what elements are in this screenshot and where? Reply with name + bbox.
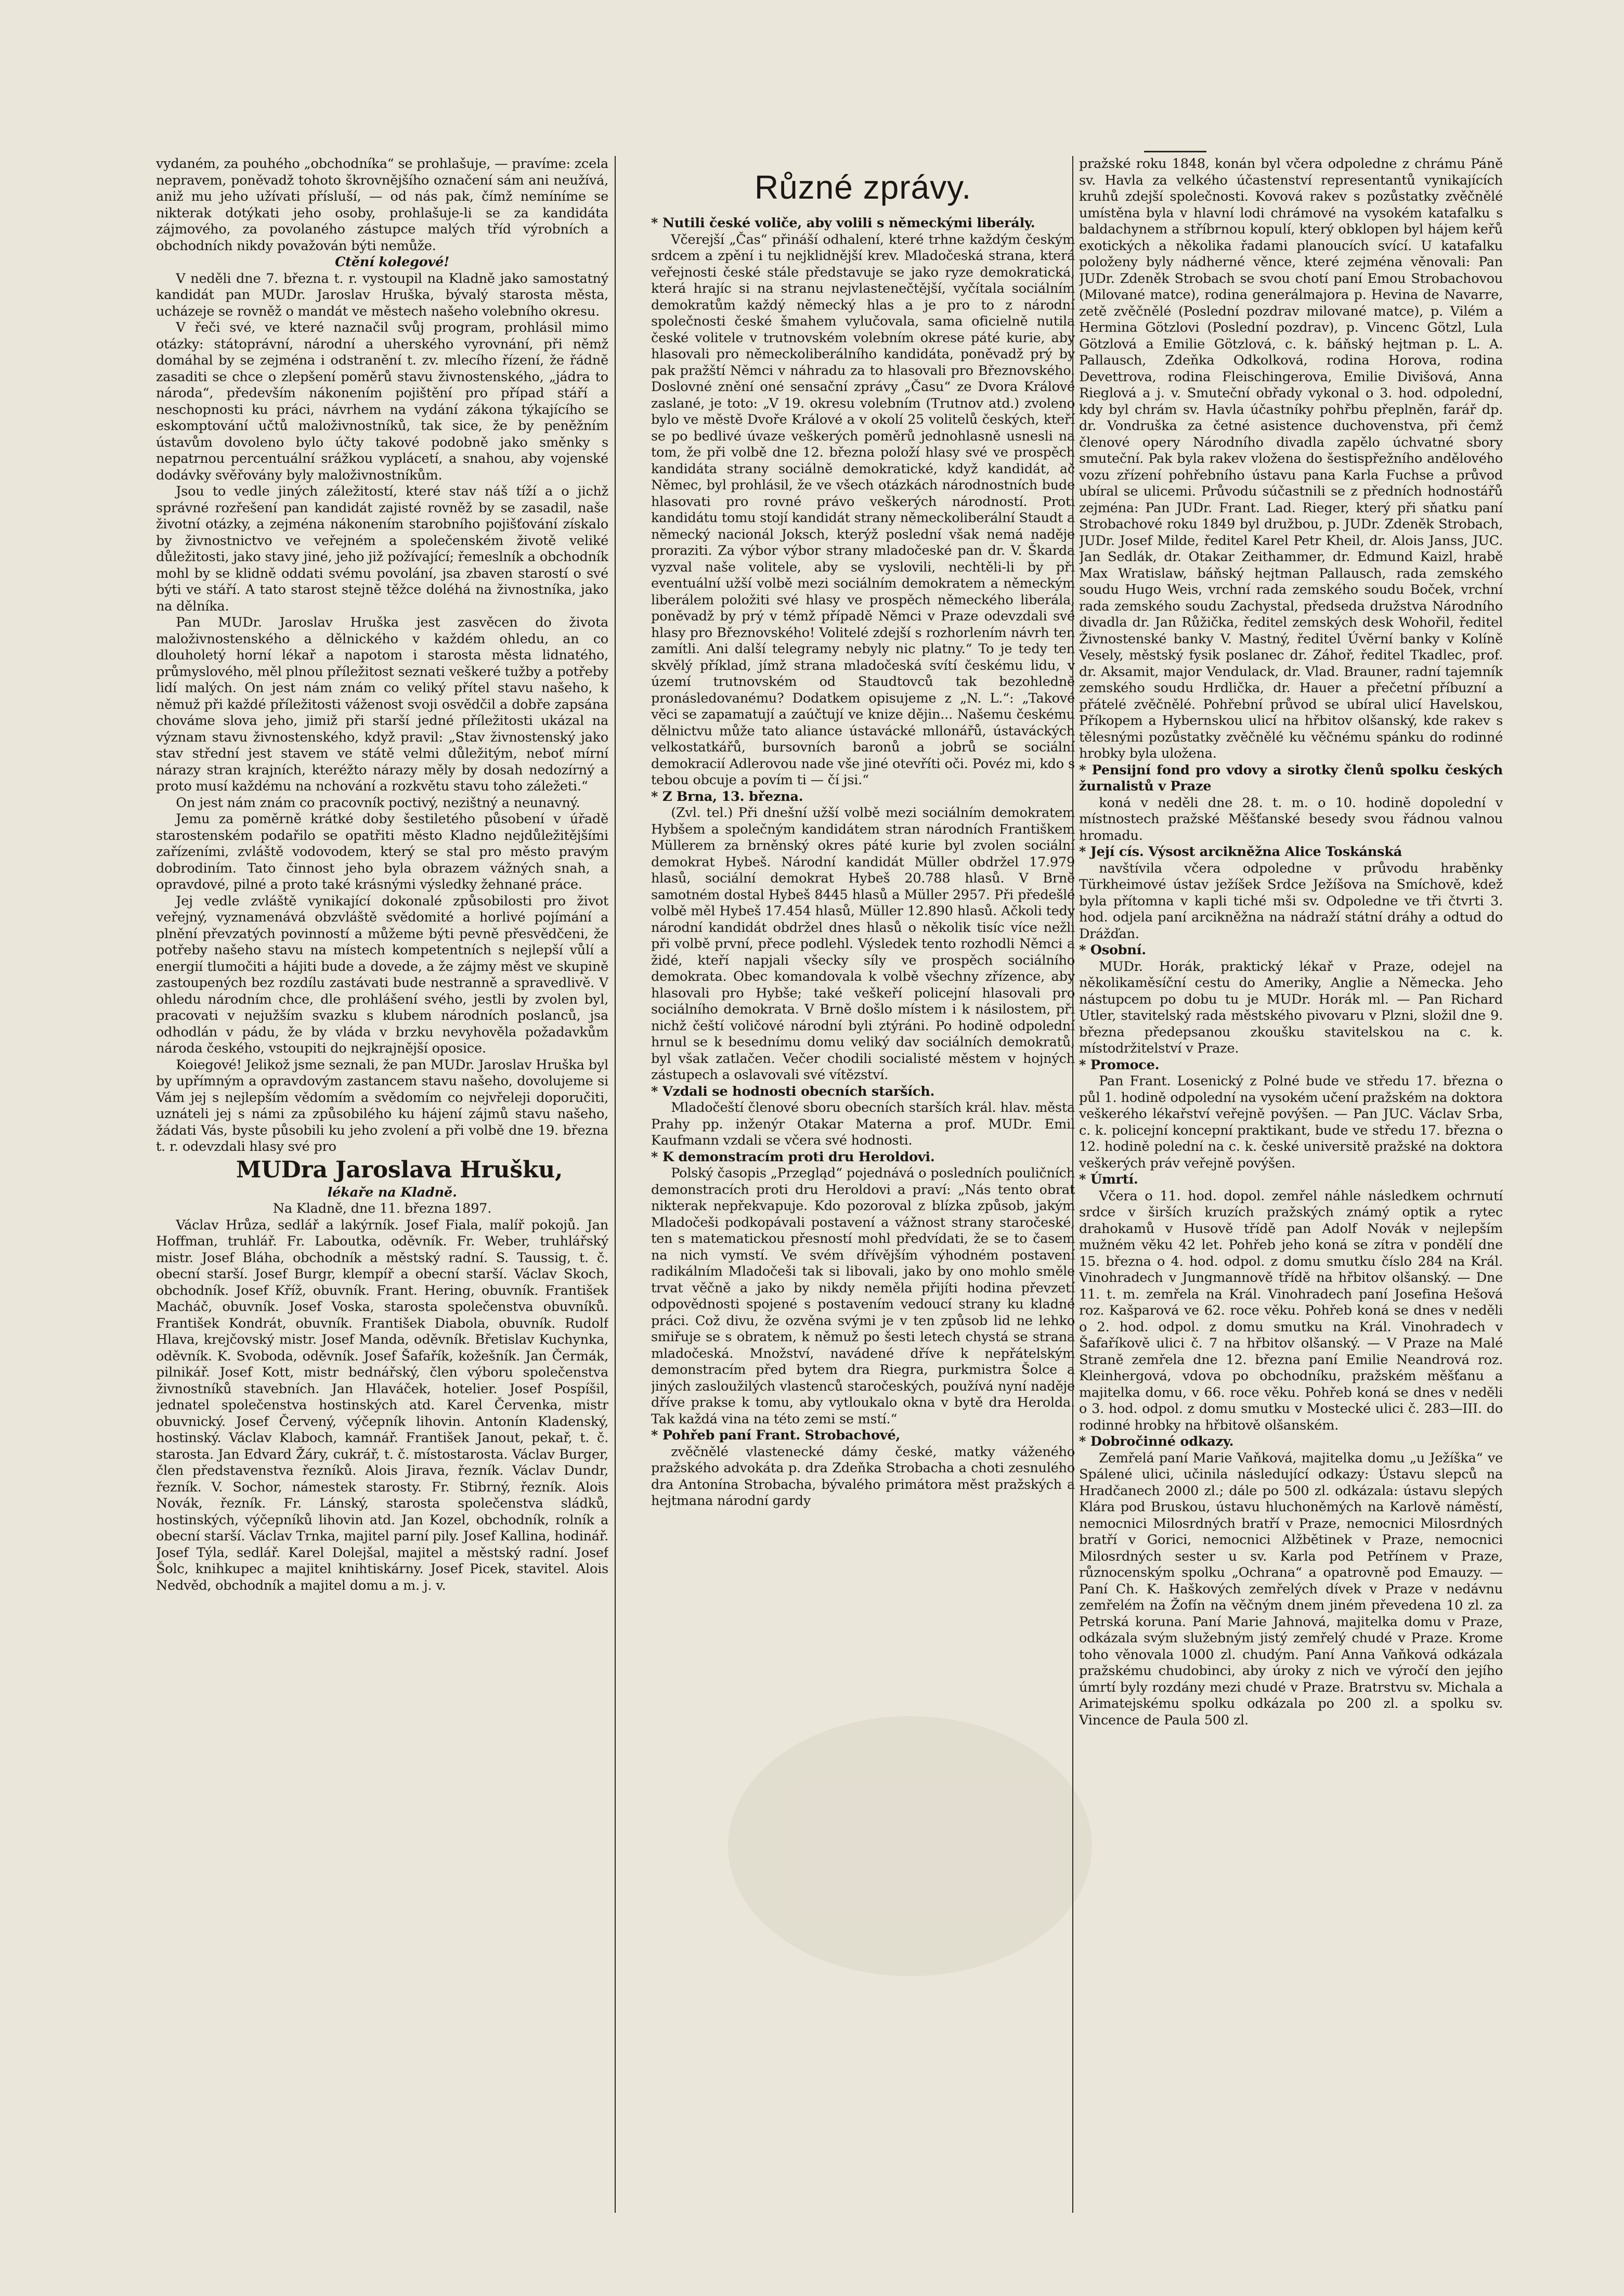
news-heading-4: * K demonstracím proti dru Heroldovi. [651,1149,935,1165]
election-paragraph-8: Koiegové! Jelikož jsme seznali, že pan MUDr. Jaroslav Hruška byl by upřímným a opravdovým zastancem stavu našeho, dovolujeme si Vám jej s nejlepším vědomím a svědomím co nejvřeleji doporučiti, uznáteli jej s námi za způsobilého ku hájení zájmů stavu našeho, žádati Vás, byste působili ku jeho zvolení a při volbě dne 19. března t. r. odevzdali hlasy své pro [156,1057,608,1155]
news-body-8: MUDr. Horák, praktický lékař v Praze, odejel na několikaměsíční cestu do Ameriky, Anglie a Německa. Jeho nástupcem po dobu tu je MUDr. Horák ml. — Pan Richard Utler, stavitelský rada městského pivovaru v Plzni, složil dne 9. března předepsanou zkoušku stavitelskou na c. k. místodržitelství v Praze. [1079,958,1503,1056]
news-heading-8: * Osobní. [1079,942,1146,958]
dateline: Na Kladně, dne 11. března 1897. [272,1201,492,1216]
section-title: Různé zprávy. [754,168,972,206]
news-body-6: koná v neděli dne 28. t. m. o 10. hodině dopolední v místnostech pražské Měšťanské besedy svou řádnou valnou hromadu. [1079,795,1503,844]
news-heading-10: * Úmrtí. [1079,1172,1138,1187]
news-body-3: Mladočeští členové sboru obecních starších král. hlav. města Prahy pp. inženýr Otakar Materna a prof. MUDr. Emil Kaufmann vzdali se včera své hodnosti. [651,1100,1075,1148]
funeral-continued: pražské roku 1848, konán byl včera odpoledne z chrámu Páně sv. Havla za velkého účastenství representantů vynikajících kruhů zdejší společnosti. Kovová rakev s pozůstatky zvěčnělé umístěna byla v hlavní lodi chrámové na vysokém katafalku s baldachynem a stříbrnou kopulí, který obklopen byl hájem keřů exotických a několika řadami planoucích svící. U katafalku položeny byly nádherné věnce, které zejména věnovali: Pan JUDr. Zdeněk Strobach se svou chotí paní Emou Strobachovou (Milované matce), rodina generálmajora p. Hevina de Navarre, zetě zvěčnělé (Poslední pozdrav milované matce), p. Vilém a Hermina Götzlovi (Poslední pozdrav), p. Vincenc Götzl, Lula Götzlová a Emilie Götzlová, c. k. báňský hejtman p. L. A. Pallausch, Zdeňka Odkolková, rodina Horova, rodina Devettrova, rodina Fleischingerova, Emilie Divišová, Anna Rieglová a j. v. Smuteční obřady vykonal o 3. hod. odpolední, kdy byl chrám sv. Havla účastníky pohřbu přeplněn, farář dp. dr. Vondruška za četné asistence duchovenstva, při čemž členové opery Národního divadla zapělo úchvatné sbory smuteční. Pak byla rakev vložena do šestispřežního andělového vozu zřízení pohřebního ústavu pana Karla Fuchse a průvod ubíral se ulicemi. Průvodu súčastnili se z předních hodnostářů zejména: Pan JUDr. Frant. Lad. Rieger, který při sňatku paní Strobachové roku 1849 byl družbou, p. JUDr. Zdeněk Strobach, JUDr. Josef Milde, ředitel Karel Petr Kheil, dr. Alois Janss, JUC. Jan Sedlák, dr. Otakar Zeithammer, dr. Edmund Kaizl, hrabě Max Wratislaw, báňský hejtman Pallausch, rada zemského soudu Hugo Weis, vrchní rada zemského soudu Boček, vrchní rada zemského soudu Zachystal, předseda družstva Národního divadla dr. Jan Růžička, ředitel zemských desk Wohořil, ředitel Živnostenské banky V. Mastný, ředitel Úvěrní banky v Kolíně Vesely, městský fysik poslanec dr. Záhoř, ředitel Tkadlec, prof. dr. Aksamit, major Vendulack, dr. Vlad. Brauner, radní tajemník zemského soudu Hrdlička, dr. Hauer a přečetní příbuzní a přátelé zvěčnělé. Pohřební průvod se ubíral ulicí Havelskou, Příkopem a Hybernskou ulicí na hřbitov olšanský, kde rakev s tělesnými pozůstatky zvěčnělé ku věčnému spánku do rodinné hrobky byla uložena. [1079,156,1503,761]
news-body-10: Včera o 11. hod. dopol. zemřel náhle následkem ochrnutí srdce v širších kruzích pražských známý optik a rytec drahokamů v Husově třídě pan Adolf Novák v nejlepším mužném věku 42 let. Pohřeb jeho koná se zítra v pondělí dne 15. března o 4. hod. odpol. z domu smutku číslo 284 na Král. Vinohradech v Jungmannově třídě na hřbitov olšanský. — Dne 11. t. m. zemřela na Král. Vinohradech paní Josefina Hešová roz. Kašparová ve 62. roce věku. Pohřeb koná se dnes v neděli o 2. hod. odpol. z domu smutku na Král. Vinohradech v Šafaříkově ulici č. 7 na hřbitov olšanský. — V Praze na Malé Straně zemřela dne 12. března paní Emilie Neandrová roz. Kleinhergová, vdova po obchodníku, pražském měšťanu a majitelka domu, v 66. roce věku. Pohřeb koná se dnes v neděli o 3. hod. odpol. z domu smutku v Mostecké ulici č. 283—III. do rodinné hrobky na hřbitově olšanském. [1079,1188,1503,1433]
column-3 [1079,156,1503,2215]
election-paragraph-2: V řeči své, ve které naznačil svůj program, prohlásil mimo otázky: státoprávní, národní a uherského vyrovnání, při němž domáhal by se zejména i odstranění t. zv. mlecího řízení, že řádně zasaditi se chce o zlepšení poměrů stavu živnostenského, „jádra to národa“, především nákonením pojištění pro případ stáří a neschopnosti ku práci, návrhem na vydání zákona týkajícího se eskomptování učtů maloživnostníků, tak sice, že by peněžním ústavům dovoleno bylo účty takové podobně jako směnky s nepatrnou percentuální srážkou vyplácetí, a snahou, aby vojenské dodávky svěřovány byly maloživnostníkům. [156,320,608,483]
candidate-name: MUDra Jaroslava Hrušku, [236,1156,563,1183]
news-heading-1: * Nutili české voliče, aby volili s německými liberály. [651,215,1035,231]
news-body-1: Včerejší „Čas“ přináší odhalení, které trhne každým českým srdcem a zpění i tu nejklidnější krev. Mladočeská strana, která veřejnosti české stále představuje se jako ryze demokratická, která hrajíc si na stranu nejvlastenečtější, vyčítala sociálním demokratům každý německý hlas a je pro to z národní společnosti české šmahem vylučovala, sama oficielně nutila české volitele v trutnovském volebním okrese páté kurie, aby hlasovali pro německoliberálního kandidáta, poněvadž prý by pak pražští Němci v náhradu za to hlasovali pro Březnovského. Doslovné znění oné sensační zprávy „Času“ ze Dvora Králové zaslané, je toto: „V 19. okresu volebním (Trutnov atd.) zvoleno bylo ve městě Dvoře Králové a v okolí 25 volitelů českých, kteří se po bedlivé úvaze veškerých poměrů jednohlasně usnesli na tom, že při volbě dne 12. března položí hlasy své ve prospěch kandidáta strany sociálně demokratické, když kandidát, ač Němec, byl prohlásil, že ve všech otázkách národnostních bude hlasovati pro rovné právo veškerých národností. Proti kandidátu tomu stojí kandidát strany německoliberální Staudt a německý nacionál Joksch, kterýž poslední však nemá naděje proraziti. Za výbor výbor strany mladočeské pan dr. V. Škarda vyzval naše volitele, aby se vyslovili, nechtěli-li by při eventuální užší volbě mezi sociálním demokratem a německým liberálem položiti své hlasy ve prospěch německého liberála, poněvadž by prý v témž případě Němci v Praze odevzdali své hlasy pro Březnovského! Volitelé zdejší s rozhorlením návrh ten zamítli. Ani další telegramy nebyly nic platny.“ To je tedy ten skvělý příklad, jímž strana mladočeská svítí českému lidu, v území trutnovském od Staudtovců tak bezohledně pronásledovanému? Dodatkem opisujeme z „N. L.“: „Takové věci se zapamatují a zaúčtují ve knize dějin... Našemu českému dělnictvu může tato aliance ústavácké mllonářů, ústaváckých velkostatkářů, bursovních baronů a jobrů se sociální demokracií Adlerovou nade vše jiné otevříti oči. Povéz mi, kdo s tebou obcuje a povím ti — čí jsi.“ [651,231,1075,788]
news-heading-11: * Dobročinné odkazy. [1079,1434,1234,1449]
news-heading-9: * Promoce. [1079,1057,1160,1073]
column-2 [651,156,1075,2215]
election-paragraph-4: Pan MUDr. Jaroslav Hruška jest zasvěcen do života maloživnostenského a dělnického v každém ohledu, an co dlouholetý horní lékař a napotom i starosta města lidnatého, průmyslového, měl plnou příležitost seznati veškeré tužby a potřeby lidí malých. On jest nám znám co veliký přítel stavu našeho, k němuž při každé příležitosti váženost svoji osvědčil a dobře zapsána chováme slova jeho, jimiž při starší jedné příležitosti ukázal na význam stavu živnostenského, když pravil: „Stav živnostenský jako stav střední jest stavem ve státě velmi důležitým, neboť mírní nárazy stran krajních, kteréžto nárazy měly by dosah nedozírný a proto musí každému na nchování a rozkvětu stavu toho záležeti.“ [156,615,608,794]
election-paragraph-0: vydaném, za pouhého „obchodníka“ se prohlašuje, — pravíme: zcela nepravem, poněvadž tohoto škrovnějšího označení sám ani neužívá, aniž mu jeho užívati přísluší, — od nás pak, čímž nemíníme se nikterak dotýkati jeho osoby, prohlašuje-li se za kandidáta zájmového, za povolaného zástupce malých tříd výrobních a obchodních nikdy považován býti nemůže. [156,156,608,254]
news-heading-6: * Pensijní fond pro vdovy a sirotky členů spolku českých žurnalistů v Praze [1079,762,1503,794]
election-paragraph-6: Jemu za poměrně krátké doby šestiletého působení v úřadě starostenském podařilo se opatřiti město Kladno nejdůležitějšími zařízeními, zvláště vodovodem, který se stal pro město pravým dobrodiním. Tato činnost jeho byla obrazem vážných snah, a opravdové, pilné a proto také krásnými výsledky žehnané práce. [156,811,608,892]
news-body-9: Pan Frant. Losenický z Polné bude ve středu 17. března o půl 1. hodině odpolední na vysokém učení pražském na doktora veškerého lékařství veřejně povýšen. — Pan JUC. Václav Srba, c. k. policejní koncepní praktikant, bude ve středu 17. března o 12. hodině polední na c. k. české universitě pražské na doktora veškerých práv veřejně povýšen. [1079,1073,1503,1171]
top-dash [1144,151,1206,152]
election-paragraph-1: V neděli dne 7. března t. r. vystoupil na Kladně jako samostatný kandidát pan MUDr. Jaroslav Hruška, bývalý starosta města, ucházeje se rovněž o mandát ve městech našeho volebního okresu. [156,270,608,319]
election-paragraph-5: On jest nám znám co pracovník poctivý, nezištný a neunavný. [176,795,580,811]
news-heading-5: * Pohřeb paní Frant. Strobachové, [651,1428,901,1443]
election-paragraph-7: Jej vedle zvláště vynikající dokonalé způsobilosti pro život veřejný, vyznamenává obzvláště svědomité a horlivé pojímání a plnění převzatých povinností a můžeme býti pevně přesvědčeni, že potřeby našeho stavu na místech kompetentních s nejlepší vůlí a energií tlumočiti a hájiti bude a dovede, a že zájmy měst ve skupině zastoupených bez rozdílu zastávati bude nestranně a spravedlivě. V ohledu národním chce, dle prohlášení svého, jestli by zvolen byl, pracovati v nejužším svazku s klubem národních poslanců, jsa odhodlán v pádu, že by vláda v brzku nevyhověla požadavkům národa českého, vstoupiti do nejkrajnější oposice. [156,893,608,1056]
column-rule-1 [615,156,616,2213]
news-heading-2: * Z Brna, 13. března. [651,788,803,805]
column-1 [156,156,608,2215]
news-body-11: Zemřelá paní Marie Vaňková, majitelka domu „u Ježíška“ ve Spálené ulici, učinila následující odkazy: Ústavu slepců na Hradčanech 2000 zl.; dále po 500 zl. odkázala: ústavu slepých Klára pod Bruskou, ústavu hluchoněmých na Karlově náměstí, nemocnici Milosrdných bratří v Praze, nemocnici Milosrdných bratří v Gorici, nemocnici Alžbětinek v Praze, nemocnici Milosrdných sester u sv. Karla pod Petřínem v Praze, různocenským spolku „Ochrana“ a opatrovně pod Emauzy. — Paní Ch. K. Haškových zemřelých dívek v Praze v nedávnu zemřelém na Žofín na věčným dnem jiném převedena 10 zl. za Petrská koruna. Paní Marie Jahnová, majitelka domu v Praze, odkázala svým služebným jistý zemřelý chudé v Praze. Krome toho věnovala 1000 zl. chudým. Paní Anna Vaňková odkázala pražskému chudobinci, aby úroky z nich ve výročí den jejího úmrtí byly rozdány mezi chudé v Praze. Bratrstvu sv. Michala a Arimatejskému spolku odkázala po 200 zl. a spolku sv. Vincence de Paula 500 zl. [1079,1450,1503,1728]
candidate-subtitle: lékaře na Kladně. [327,1184,457,1200]
news-body-7: navštívila včera odpoledne v průvodu hraběnky Türkheimové ústav ježíšek Srdce Ježíšova na Smíchově, kdež byla přítomna v kapli tiché mši sv. Odpoledne ve tři čtvrti 3. hod. odjela paní arcikněžna na nádraží státní dráhy a odtud do Drážďan. [1079,860,1503,942]
news-heading-3: * Vzdali se hodnosti obecních starších. [651,1083,935,1099]
news-body-4: Polský časopis „Przegląd“ pojednává o posledních pouličních demonstracích proti dru Heroldovi a praví: „Nás tento obrat nikterak nepřekvapuje. Kdo pozoroval z blízka způsob, jakým Mladočeši podkopávali postavení a vážnost strany staročeské, ten s matematickou přesností mohl předvídati, že se to časem na nich vymstí. Ve svém dřívějším výhodném postavení radikálním Mladočeši tak si libovali, jako by ono mohlo směle trvat věčně a jako by nikdy neměla přijíti hodina převzetí odpovědnosti spojené s postavením vedoucí strany ku kladné práci. Což divu, že ozvěna svými je v ten způsob lid ne lehko smiřuje se s obratem, k němuž po šesti letech chystá se strana mladočeská. Množství, navádené dříve k nepřátelským demonstracím před bytem dra Riegra, purkmistra Šolce a jiných zasloužilých vlastenců staročeských, používá nyní naděje dříve prakse k tomu, aby vytloukalo okna v bytě dra Herolda. Tak každá vina na této zemi se mstí.“ [651,1165,1075,1427]
news-body-5: zvěčnělé vlastenecké dámy české, matky váženého pražského advokáta p. dra Zdeňka Strobacha a choti zesnulého dra Antonína Strobacha, bývalého primátora měst pražských a hejtmana národní gardy [651,1444,1075,1509]
news-body-2: (Zvl. tel.) Při dnešní užší volbě mezi sociálním demokratem Hybšem a společným kandidátem stran národních Františkem Müllerem za brněnský okres páté kurie byl zvolen sociální demokrat Hybeš. Národní kandidát Müller obdržel 17.979 hlasů, sociální demokrat Hybeš 20.788 hlasů. V Brně samotném dostal Hybeš 8445 hlasů a Müller 2957. Při předešlé volbě měl Hybeš 17.454 hlasů, Müller 12.890 hlasů. Ačkoli tedy národní kandidát obdržel dnes hlasů o několik tisíc více nežli při volbě první, přece podlehl. Výsledek tento rozhodli Němci a židé, kteří napjali všecky síly ve prospěch sociálního demokrata. Obec komandovala k volbě všechny zřízence, aby hlasovali pro Hybše; také veškeří policejní hlasovali pro sociálního demokrata. V Brně došlo místem i k násilostem, při nichž čeští voličové národní byli ztýráni. Po hodině odpolední hrnul se k besednímu domu veliký dav sociálních demokratů, byl však zatlačen. Večer chodili socialisté městem v hojných zástupech a oslavovali své vítězství. [651,805,1075,1083]
news-heading-7: * Její cís. Výsost arcikněžna Alice Toskánská [1079,844,1402,860]
colleagues-heading: Ctění kolegové! [335,254,450,270]
signatories-list: Václav Hrůza, sedlář a lakýrník. Josef Fiala, malíř pokojů. Jan Hoffman, truhlář. Fr. Laboutka, oděvník. Fr. Weber, truhlářský mistr. Josef Bláha, obchodník a městský radní. S. Taussig, t. č. obecní starší. Josef Burgr, klempíř a obecní starší. Václav Skoch, obchodník. Josef Kříž, obuvník. Frant. Hering, obuvník. František Macháč, obuvník. Josef Voska, starosta společenstva obuvníků. František Kondrát, obuvník. František Diabola, obuvník. Rudolf Hlava, krejčovský mistr. Josef Manda, oděvník. Břetislav Kuchynka, oděvník. K. Svoboda, oděvník. Josef Šafařík, kožešník. Jan Čermák, pilnikář. Josef Kott, mistr bednářský, člen výboru společenstva živnostníků stavebních. Jan Hlaváček, hotelier. Josef Pospíšil, jednatel společenstva hostinských atd. Karel Červenka, mistr obuvnický. Josef Červený, výčepník lihovin. Antonín Kladenský, hostinský. Václav Klaboch, kamnář. František Janout, pekař, t. č. starosta. Jan Edvard Žáry, cukrář, t. č. místostarosta. Václav Burger, člen představenstva řezníků. Alois Jirava, řezník. Václav Dundr, řezník. V. Sochor, námestek starosty. Fr. Stibrný, řezník. Alois Novák, řezník. Fr. Lánský, starosta společenstva sládků, hostinských, výčepníků lihovin atd. Jan Kozel, obchodník, rolník a obecní starší. Václav Trnka, majitel parní pily. Josef Kallina, hodinář. Josef Týla, sedlář. Karel Dolejšal, majitel a městský radní. Josef Šolc, knihkupec a majitel knihtiskárny. Josef Picek, stavitel. Alois Nedvěd, obchodník a majitel domu a m. j. v. [156,1217,608,1593]
election-paragraph-3: Jsou to vedle jiných záležitostí, které stav náš tíží a o jichž správné rozřešení pan kandidát zajisté rovněž by se zasadil, naše životní otázky, a zejména nákonením starobního pojišťování získalo by živnostnictvo ve veřejném a společenském životě veliké důležitosti, jako stavy jiné, jeho již požívající; řemeslník a obchodník mohl by se klidně oddati svému povolání, jsa zbaven starostí o své býti ve stáří. A tato starost stejně těžce doléhá na živnostníka, jako na dělníka. [156,484,608,614]
